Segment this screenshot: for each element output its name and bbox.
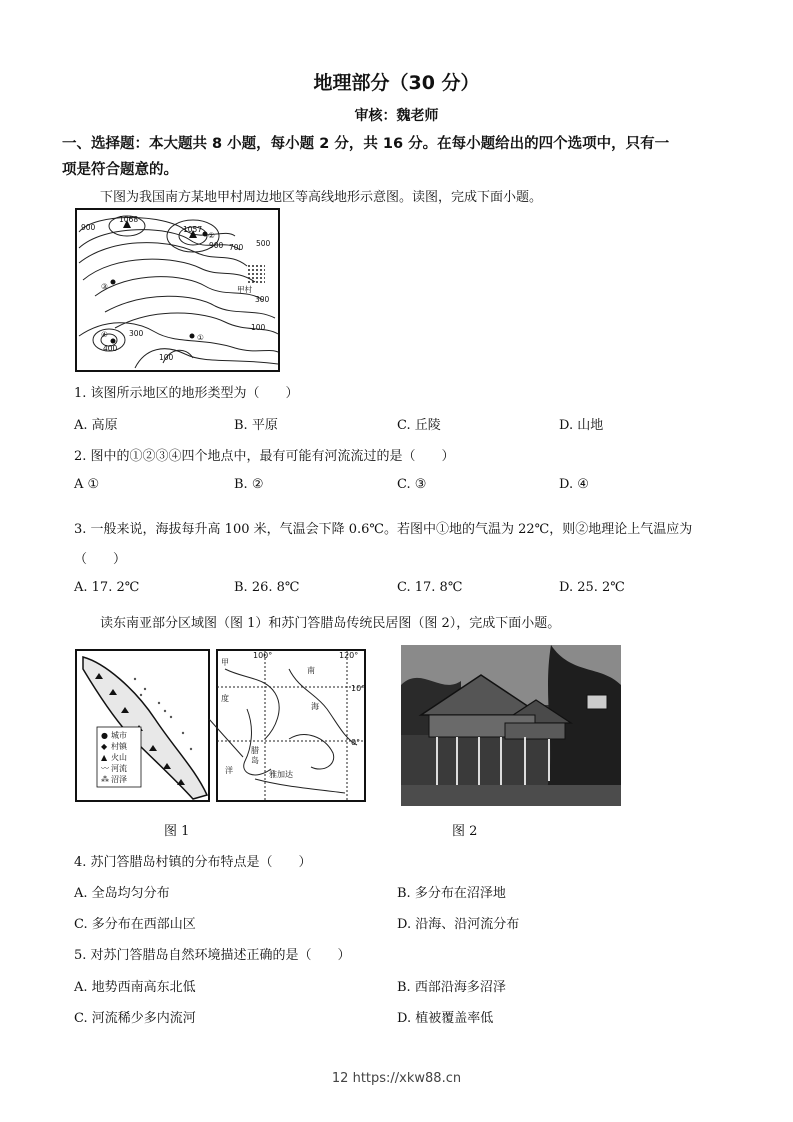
map-label-0deg: 0° <box>351 738 361 747</box>
map-label-la: 腊 <box>251 746 259 755</box>
map-label-10n: 10° <box>351 684 366 693</box>
q2-option-d[interactable]: D. ④ <box>559 477 589 492</box>
map-label-du: 度 <box>221 694 229 703</box>
figure-1-maps <box>75 649 367 803</box>
q3-option-b[interactable]: B. 26. 8℃ <box>234 580 300 595</box>
intro-southeast-asia: 读东南亚部分区域图（图 1）和苏门答腊岛传统民居图（图 2），完成下面小题。 <box>100 616 561 631</box>
contour-label-500: 500 <box>256 239 271 248</box>
page-title: 地理部分（30 分） <box>313 72 480 94</box>
map-label-dao: 岛 <box>251 756 259 765</box>
point-label-3: ③ <box>101 282 108 291</box>
q5-option-c[interactable]: C. 河流稀少多内流河 <box>74 1011 196 1026</box>
q2-option-c[interactable]: C. ③ <box>397 477 427 492</box>
q1-option-d[interactable]: D. 山地 <box>559 418 604 433</box>
svg-text:◆: ◆ <box>101 742 108 751</box>
svg-text:〰: 〰 <box>101 764 109 773</box>
question-3: 3. 一般来说，海拔每升高 100 米，气温会下降 0.6℃。若图中①地的气温为 22℃，则②地理论上气温应为 <box>74 522 693 537</box>
map-label-jia: 甲 <box>221 658 229 667</box>
svg-text:⁂: ⁂ <box>101 775 109 784</box>
map-label-hai: 海 <box>311 702 319 711</box>
map-label-nan: 南 <box>307 666 315 675</box>
q5-option-b[interactable]: B. 西部沿海多沼泽 <box>397 980 506 995</box>
svg-text:●: ● <box>101 731 108 740</box>
section-heading-line-1: 一、选择题：本大题共 8 小题，每小题 2 分，共 16 分。在每小题给出的四个选项中，只有一 <box>62 136 670 152</box>
q3-option-d[interactable]: D. 25. 2℃ <box>559 580 625 595</box>
map-label-100e: 100° <box>253 651 273 660</box>
point-label-2: ② <box>208 231 215 240</box>
reviewer-line: 审核：魏老师 <box>354 108 439 124</box>
figure-2-caption: 图 2 <box>452 824 478 839</box>
map-label-120e: 120° <box>339 651 359 660</box>
contour-label-300-left: 300 <box>129 329 144 338</box>
q5-option-d[interactable]: D. 植被覆盖率低 <box>397 1011 494 1026</box>
contour-label-1068: 1068 <box>119 215 139 224</box>
map-label-yang: 洋 <box>225 766 233 775</box>
intro-contour-map: 下图为我国南方某地甲村周边地区等高线地形示意图。读图，完成下面小题。 <box>100 190 543 205</box>
point-label-1: ① <box>197 333 204 342</box>
q3-option-c[interactable]: C. 17. 8℃ <box>397 580 463 595</box>
question-4: 4. 苏门答腊岛村镇的分布特点是（ ） <box>74 855 312 870</box>
q4-option-a[interactable]: A. 全岛均匀分布 <box>74 886 170 901</box>
village-label: 甲村 <box>237 285 252 294</box>
map-label-jakarta: 雅加达 <box>269 770 293 779</box>
contour-label-900-right: 900 <box>209 241 224 250</box>
contour-label-100-right: 100 <box>251 323 266 332</box>
contour-label-300-right: 300 <box>255 295 270 304</box>
q4-option-b[interactable]: B. 多分布在沼泽地 <box>397 886 506 901</box>
contour-map-figure <box>75 208 280 372</box>
legend-swamp: 沼泽 <box>111 775 127 784</box>
page-footer: 12 https://xkw88.cn <box>331 1071 462 1086</box>
contour-label-400: 400 <box>103 344 118 353</box>
q4-option-c[interactable]: C. 多分布在西部山区 <box>74 917 196 932</box>
legend-river: 河流 <box>111 764 127 773</box>
contour-label-900-left: 900 <box>81 223 96 232</box>
question-3-blank: （ ） <box>74 552 127 567</box>
question-5: 5. 对苏门答腊岛自然环境描述正确的是（ ） <box>74 948 351 963</box>
q5-option-a[interactable]: A. 地势西南高东北低 <box>74 980 196 995</box>
question-1: 1. 该图所示地区的地形类型为（ ） <box>74 386 299 401</box>
figure-2-stilt-house-photo <box>401 645 621 806</box>
q2-option-a[interactable]: A ① <box>74 477 100 492</box>
contour-label-1057: 1057 <box>183 225 203 234</box>
question-2: 2. 图中的①②③④四个地点中，最有可能有河流流过的是（ ） <box>74 449 455 464</box>
contour-label-700: 700 <box>229 243 244 252</box>
q1-option-b[interactable]: B. 平原 <box>234 418 278 433</box>
q1-option-c[interactable]: C. 丘陵 <box>397 418 441 433</box>
svg-text:▲: ▲ <box>101 753 108 762</box>
q2-option-b[interactable]: B. ② <box>234 477 264 492</box>
section-heading-line-2: 项是符合题意的。 <box>62 162 178 178</box>
point-label-4: ④ <box>101 330 108 339</box>
legend-city: 城市 <box>111 731 127 740</box>
figure-1-caption: 图 1 <box>164 824 190 839</box>
legend-volcano: 火山 <box>111 753 127 762</box>
contour-label-100-bottom: 100 <box>159 353 174 362</box>
q4-option-d[interactable]: D. 沿海、沿河流分布 <box>397 917 520 932</box>
legend-village: 村镇 <box>111 742 127 751</box>
q3-option-a[interactable]: A. 17. 2℃ <box>74 580 140 595</box>
q1-option-a[interactable]: A. 高原 <box>74 418 118 433</box>
